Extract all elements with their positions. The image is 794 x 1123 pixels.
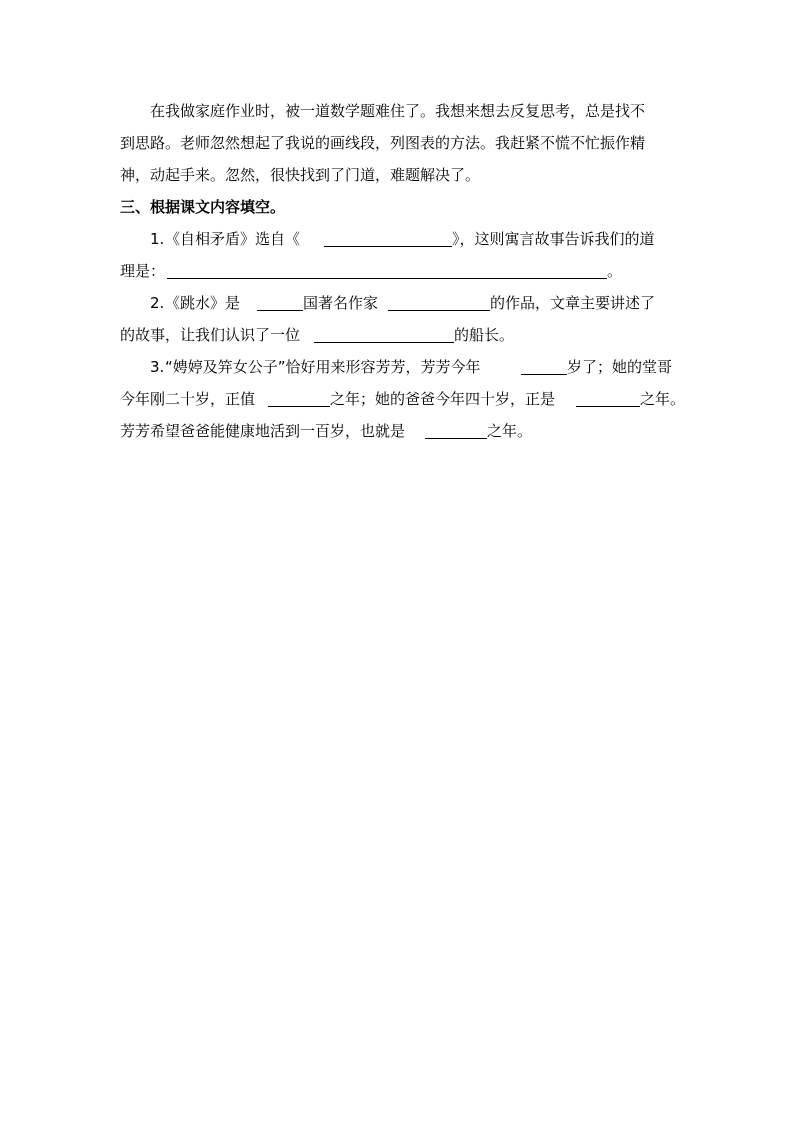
question-2-blank-author[interactable] (388, 292, 490, 311)
question-3-text-g: 之年。 (487, 422, 533, 440)
question-1-number: 1. (150, 230, 165, 248)
question-2-text-c: 的作品，文章主要讲述了 (490, 294, 656, 312)
question-3-blank-age[interactable] (521, 356, 567, 375)
question-2-text-b: 国著名作家 (303, 294, 379, 312)
question-3-blank-twenty[interactable] (268, 388, 330, 407)
passage-line-3 (0, 164, 794, 186)
question-3-text-a: “娉婷及笄女公子”恰好用来形容芳芳，芳芳今年 (165, 358, 481, 376)
question-1-line-1 (0, 228, 794, 250)
question-1-blank-lesson[interactable] (167, 260, 607, 279)
question-1-text-a: 《自相矛盾》选自《 (165, 230, 301, 248)
question-3-text-e: 之年。 (640, 390, 686, 408)
question-3-number: 3. (150, 358, 165, 376)
passage-text-3: 神，动起手来。忽然，很快找到了门道，难题解决了。 (120, 166, 481, 184)
question-3-blank-hundred[interactable] (425, 420, 487, 439)
question-3-blank-forty[interactable] (576, 388, 640, 407)
section-heading (0, 196, 794, 218)
passage-line-1 (0, 100, 794, 122)
question-1-text-d: 。 (607, 262, 623, 280)
question-2-blank-captain[interactable] (314, 324, 454, 343)
section-title: 三、根据课文内容填空。 (120, 198, 286, 216)
question-2-number: 2. (150, 294, 165, 312)
passage-text-2: 到思路。老师忽然想起了我说的画线段，列图表的方法。我赶紧不慌不忙振作精 (120, 134, 646, 152)
question-3-text-b: 岁了；她的堂哥 (567, 358, 673, 376)
question-2-line-2 (0, 324, 794, 346)
question-2-text-d: 的故事，让我们认识了一位 (120, 326, 301, 344)
question-3-text-d: 之年；她的爸爸今年四十岁，正是 (330, 390, 556, 408)
question-2-text-a: 《跳水》是 (165, 294, 241, 312)
question-1-line-2 (0, 260, 794, 282)
question-1-blank-source[interactable] (324, 228, 452, 247)
passage-text-1: 在我做家庭作业时，被一道数学题难住了。我想来想去反复思考，总是找不 (150, 102, 646, 120)
question-2-text-e: 的船长。 (454, 326, 515, 344)
passage-line-2 (0, 132, 794, 154)
question-3-text-c: 今年刚二十岁，正值 (120, 390, 256, 408)
question-2-blank-country[interactable] (257, 292, 303, 311)
question-2-line-1 (0, 292, 794, 314)
question-1-text-b: 》，这则寓言故事告诉我们的道 (452, 230, 655, 248)
question-3-line-1 (0, 356, 794, 378)
question-3-text-f: 芳芳希望爸爸能健康地活到一百岁，也就是 (120, 422, 406, 440)
question-3-line-3 (0, 420, 794, 442)
question-1-text-c: 理是： (120, 262, 166, 280)
question-3-line-2 (0, 388, 794, 410)
